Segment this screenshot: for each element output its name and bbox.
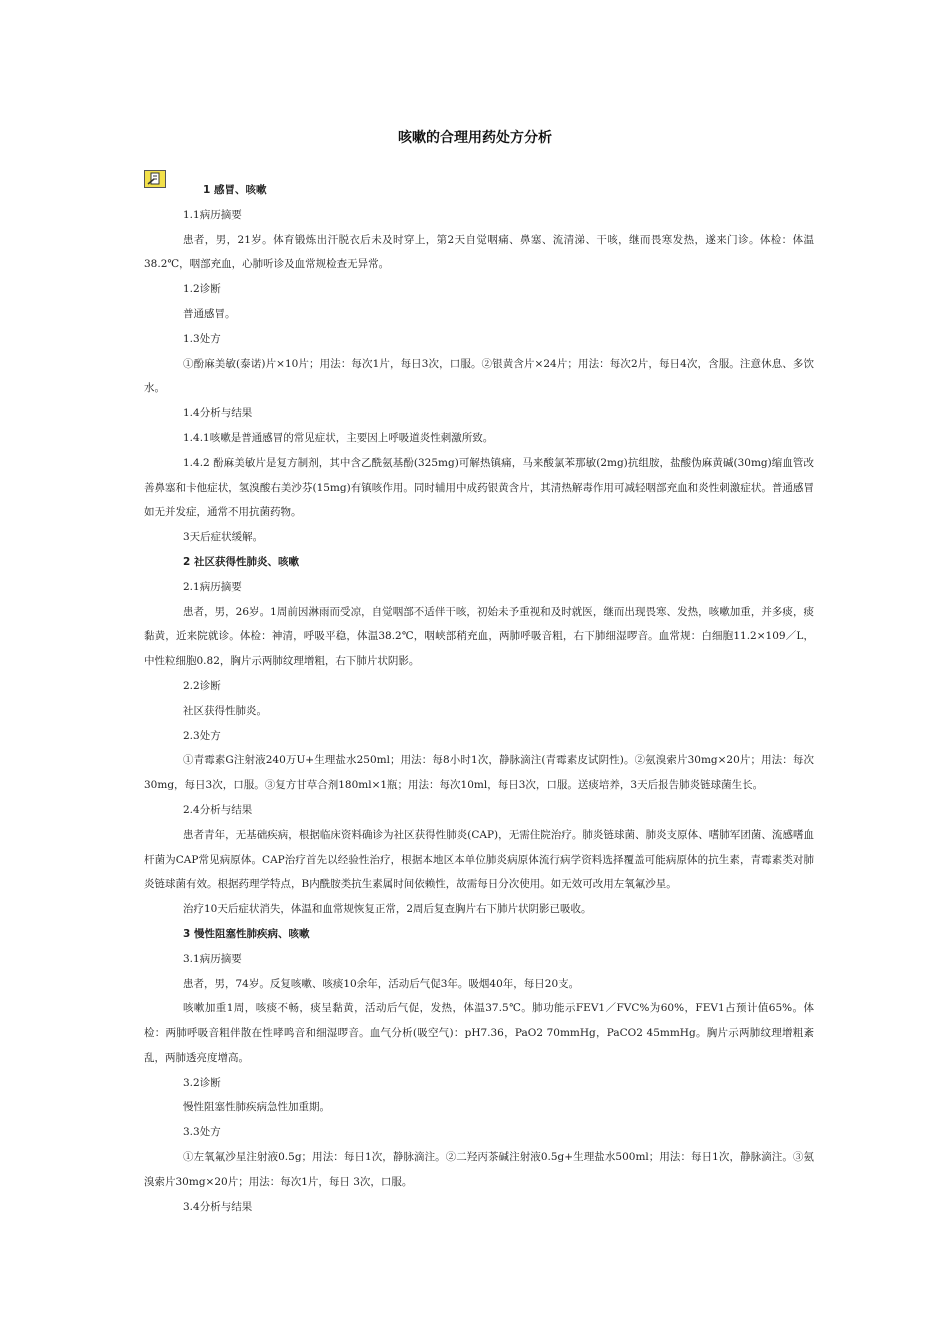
paragraph: 2.1病历摘要 — [183, 580, 242, 593]
paragraph: ①左氧氟沙星注射液0.5g；用法：每日1次，静脉滴注。②二羟丙茶碱注射液0.5g+生理盐水500ml；用法：每日1次，静脉滴注。③氨溴索片30mg×20片；用法：每次1片，每日 3次，口服。 — [144, 1151, 814, 1188]
paragraph: ①酚麻美敏(泰诺)片×10片；用法：每次1片，每日3次，口服。②银黄含片×24片；用法：每次2片，每日4次，含服。注意休息、多饮水。 — [144, 357, 814, 395]
section-heading: 2 社区获得性肺炎、咳嗽 — [183, 555, 299, 568]
paragraph: 3天后症状缓解。 — [183, 531, 264, 544]
paragraph: 慢性阻塞性肺疾病急性加重期。 — [183, 1101, 330, 1114]
paragraph: 3.1病历摘要 — [183, 952, 242, 965]
paragraph: 1.4分析与结果 — [183, 407, 253, 420]
paragraph: 2.4分析与结果 — [183, 803, 253, 816]
paragraph: 1.2诊断 — [183, 283, 221, 296]
paragraph: 咳嗽加重1周，咳痰不畅，痰呈黏黄，活动后气促，发热，体温37.5℃。肺功能示FEV1／FVC%为60%，FEV1占预计值65%。体检：两肺呼吸音粗伴散在性哮鸣音和细湿啰音。血气分析(吸空气)：pH7.36，PaO2 70mmHg，PaCO2 45mmHg。胸片示两肺纹理增粗紊乱，两肺透亮度增高。 — [144, 1002, 814, 1064]
paragraph: 3.3处方 — [183, 1126, 221, 1139]
section-heading: 3 慢性阻塞性肺疾病、咳嗽 — [183, 927, 310, 940]
paragraph: ①青霉素G注射液240万U+生理盐水250ml；用法：每8小时1次，静脉滴注(青霉素皮试阴性)。②氨溴索片30mg×20片；用法：每次30mg，每日3次，口服。③复方甘草合剂180ml×1瓶；用法：每次10ml，每日3次，口服。送痰培养，3天后报告肺炎链球菌生长。 — [144, 754, 814, 792]
paragraph: 1.4.2 酚麻美敏片是复方制剂，其中含乙酰氨基酚(325mg)可解热镇痛，马来酸氯苯那敏(2mg)抗组胺，盐酸伪麻黄碱(30mg)缩血管改善鼻塞和卡他症状，氢溴酸右美沙芬(15mg)有镇咳作用。同时辅用中成药银黄含片，其清热解毒作用可减轻咽部充血和炎性刺激症状。普通感冒如无并发症，通常不用抗菌药物。 — [144, 456, 814, 519]
paragraph: 普通感冒。 — [183, 307, 236, 320]
section-heading: 1 感冒、咳嗽 — [203, 184, 267, 196]
paragraph: 患者，男，21岁。体育锻炼出汗脱衣后未及时穿上，第2天自觉咽痛、鼻塞、流清涕、干咳，继而畏寒发热，遂来门诊。体检：体温38.2℃，咽部充血，心肺听诊及血常规检查无异常。 — [144, 233, 814, 271]
paragraph: 患者，男，74岁。反复咳嗽、咳痰10余年，活动后气促3年。吸烟40年，每日20支。 — [183, 977, 580, 990]
paragraph: 2.3处方 — [183, 729, 221, 742]
paragraph: 3.4分析与结果 — [183, 1200, 253, 1213]
paragraph: 1.4.1咳嗽是普通感冒的常见症状，主要因上呼吸道炎性刺激所致。 — [183, 431, 494, 444]
paragraph: 患者青年，无基础疾病，根据临床资料确诊为社区获得性肺炎(CAP)，无需住院治疗。肺炎链球菌、肺炎支原体、嗜肺军团菌、流感嗜血杆菌为CAP常见病原体。CAP治疗首先以经验性治疗，根据本地区本单位肺炎病原体流行病学资料选择覆盖可能病原体的抗生素，青霉素类对肺炎链球菌有效。根据药理学特点，B内酰胺类抗生素属时间依赖性，故需每日分次使用。如无效可改用左氧氟沙星。 — [144, 828, 814, 891]
paragraph: 患者，男，26岁。1周前因淋雨而受凉，自觉咽部不适伴干咳，初始未予重视和及时就医，继而出现畏寒、发热，咳嗽加重，并多痰，痰黏黄，近来院就诊。体检：神清，呼吸平稳，体温38.2℃，咽峡部稍充血，两肺呼吸音粗，右下肺细湿啰音。血常规：白细胞11.2×109／L，中性粒细胞0.82，胸片示两肺纹理增粗，右下肺片状阴影。 — [144, 605, 814, 668]
paragraph: 1.3处方 — [183, 332, 221, 345]
document-title: 咳嗽的合理用药处方分析 — [398, 130, 552, 146]
document-body — [144, 178, 814, 1219]
paragraph: 社区获得性肺炎。 — [183, 704, 267, 717]
paragraph: 治疗10天后症状消失，体温和血常规恢复正常，2周后复查胸片右下肺片状阴影已吸收。 — [183, 903, 592, 916]
paragraph: 1.1病历摘要 — [183, 208, 242, 221]
paragraph: 2.2诊断 — [183, 679, 221, 692]
paragraph: 3.2诊断 — [183, 1076, 221, 1089]
